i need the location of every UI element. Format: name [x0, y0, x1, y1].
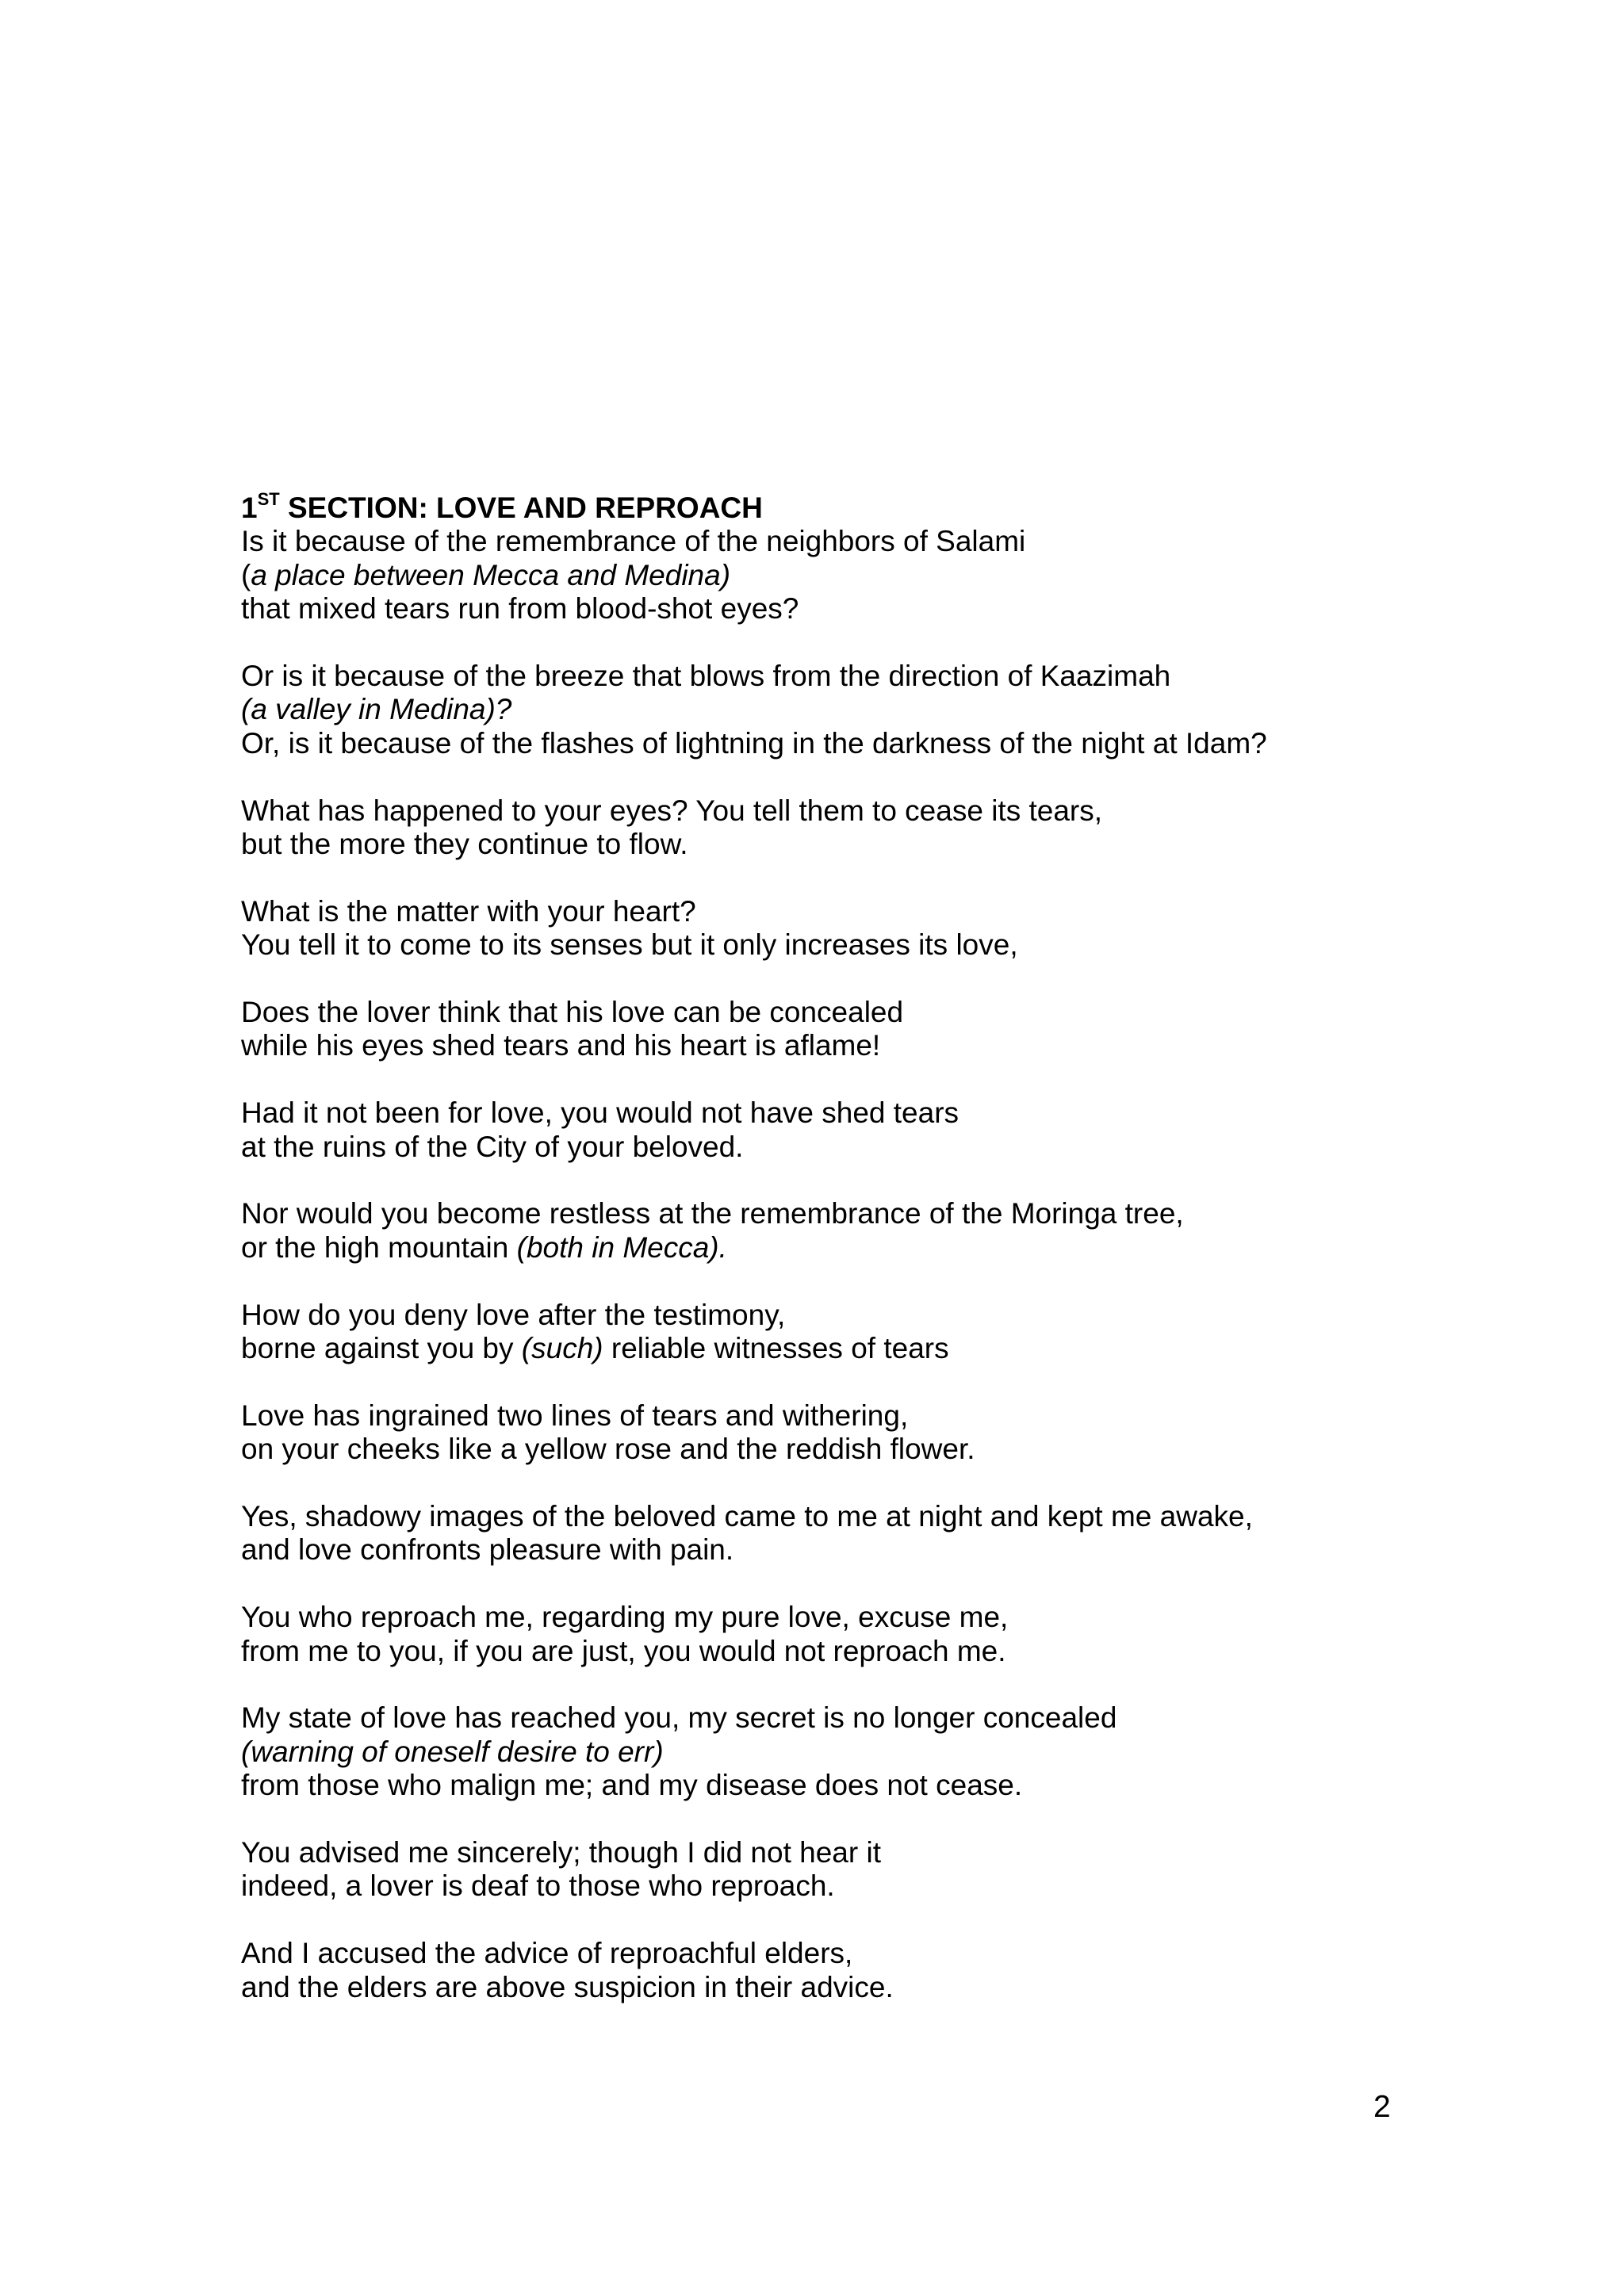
verse-text: borne against you by: [241, 1332, 522, 1365]
verse-text: Nor would you become restless at the remembrance of the Moringa tree,: [241, 1197, 1184, 1230]
section-number: 1: [241, 492, 258, 524]
verse-text: You advised me sincerely; though I did not hear it: [241, 1836, 881, 1869]
poem-content: [241, 489, 1526, 2004]
verse-text: What has happened to your eyes? You tell them to cease its tears,: [241, 794, 1103, 827]
verse-line: [241, 559, 1526, 592]
verse-line: [241, 1937, 1526, 1970]
verse-line: [241, 996, 1526, 1029]
verse-line: [241, 895, 1526, 928]
verse-line: [241, 1433, 1526, 1466]
section-number-superscript: ST: [257, 489, 280, 509]
verse-text: reliable witnesses of tears: [603, 1332, 949, 1365]
stanza-gap: [241, 1265, 1526, 1298]
verse-annotation: (both in Mecca).: [516, 1230, 727, 1264]
verse-line: [241, 1299, 1526, 1332]
verse-text: Does the lover think that his love can be concealed: [241, 996, 904, 1029]
verse-text: (: [241, 558, 251, 591]
verse-text: from those who malign me; and my disease does not cease.: [241, 1769, 1023, 1802]
verse-line: [241, 693, 1526, 726]
verse-text: or the high mountain: [241, 1230, 517, 1264]
verse-annotation: (a valley in Medina)?: [241, 693, 512, 726]
verse-line: [241, 1399, 1526, 1433]
verse-text: My state of love has reached you, my secret is no longer concealed: [241, 1701, 1117, 1735]
verse-annotation: a place between Mecca and Medina): [251, 558, 731, 591]
stanza: [241, 1836, 1526, 1904]
stanza: [241, 1937, 1526, 2004]
section-title: SECTION: LOVE AND REPROACH: [279, 492, 763, 524]
stanza: [241, 1299, 1526, 1366]
verse-line: [241, 1131, 1526, 1164]
verse-text: Had it not been for love, you would not have shed tears: [241, 1096, 959, 1130]
verse-line: [241, 828, 1526, 861]
verse-text: You who reproach me, regarding my pure love, excuse me,: [241, 1601, 1009, 1634]
stanza-gap: [241, 1467, 1526, 1500]
stanza-gap: [241, 1803, 1526, 1836]
stanza-gap: [241, 1668, 1526, 1701]
verse-line: [241, 727, 1526, 760]
verse-text: Or is it because of the breeze that blows from the direction of Kaazimah: [241, 660, 1171, 693]
stanza-gap: [241, 1365, 1526, 1399]
stanza-gap: [241, 861, 1526, 894]
verse-line: [241, 1869, 1526, 1903]
verse-line: [241, 525, 1526, 558]
section-heading: [241, 489, 1526, 525]
verse-line: [241, 592, 1526, 626]
verse-line: [241, 1601, 1526, 1634]
verse-line: [241, 1971, 1526, 2004]
stanza: [241, 1399, 1526, 1467]
verse-text: Is it because of the remembrance of the neighbors of Salami: [241, 525, 1026, 558]
stanza-gap: [241, 1904, 1526, 1937]
verse-line: [241, 1029, 1526, 1062]
verse-text: Love has ingrained two lines of tears and withering,: [241, 1399, 909, 1432]
verse-line: [241, 1533, 1526, 1567]
verse-line: [241, 1096, 1526, 1130]
verse-text: at the ruins of the City of your beloved.: [241, 1130, 744, 1163]
verse-line: [241, 1769, 1526, 1802]
verse-text: And I accused the advice of reproachful elders,: [241, 1937, 853, 1970]
verse-annotation: (warning of oneself desire to err): [241, 1735, 664, 1768]
stanza-gap: [241, 1063, 1526, 1096]
stanza-gap: [241, 1164, 1526, 1197]
verse-text: How do you deny love after the testimony,: [241, 1298, 786, 1331]
verse-text: while his eyes shed tears and his heart is aflame!: [241, 1029, 881, 1062]
verse-text: and love confronts pleasure with pain.: [241, 1533, 734, 1567]
verse-line: [241, 1332, 1526, 1365]
stanza-gap: [241, 626, 1526, 660]
stanza: [241, 525, 1526, 626]
stanza-list: [241, 525, 1526, 2004]
verse-text: Yes, shadowy images of the beloved came to me at night and kept me awake,: [241, 1500, 1253, 1533]
stanza-gap: [241, 962, 1526, 996]
verse-line: [241, 928, 1526, 962]
verse-text: that mixed tears run from blood-shot eyes?: [241, 592, 799, 626]
verse-text: but the more they continue to flow.: [241, 828, 688, 861]
stanza: [241, 996, 1526, 1063]
verse-text: on your cheeks like a yellow rose and the reddish flower.: [241, 1433, 975, 1466]
stanza: [241, 1500, 1526, 1567]
verse-text: indeed, a lover is deaf to those who reproach.: [241, 1869, 835, 1903]
stanza: [241, 794, 1526, 862]
verse-line: [241, 1735, 1526, 1769]
stanza: [241, 1701, 1526, 1802]
verse-text: You tell it to come to its senses but it only increases its love,: [241, 928, 1018, 962]
verse-line: [241, 1231, 1526, 1265]
stanza-gap: [241, 1567, 1526, 1601]
page-number: 2: [1373, 2090, 1391, 2124]
stanza-gap: [241, 760, 1526, 794]
stanza: [241, 1096, 1526, 1164]
verse-text: What is the matter with your heart?: [241, 894, 696, 928]
stanza: [241, 660, 1526, 760]
verse-line: [241, 1701, 1526, 1735]
verse-line: [241, 660, 1526, 693]
verse-line: [241, 1836, 1526, 1869]
verse-line: [241, 1197, 1526, 1230]
verse-text: from me to you, if you are just, you would not reproach me.: [241, 1634, 1006, 1667]
stanza: [241, 895, 1526, 962]
verse-line: [241, 1500, 1526, 1533]
verse-annotation: (such): [521, 1332, 603, 1365]
stanza: [241, 1197, 1526, 1265]
verse-text: and the elders are above suspicion in their advice.: [241, 1970, 894, 2003]
verse-line: [241, 794, 1526, 828]
stanza: [241, 1601, 1526, 1668]
verse-text: Or, is it because of the flashes of lightning in the darkness of the night at Idam?: [241, 726, 1267, 760]
verse-line: [241, 1635, 1526, 1668]
